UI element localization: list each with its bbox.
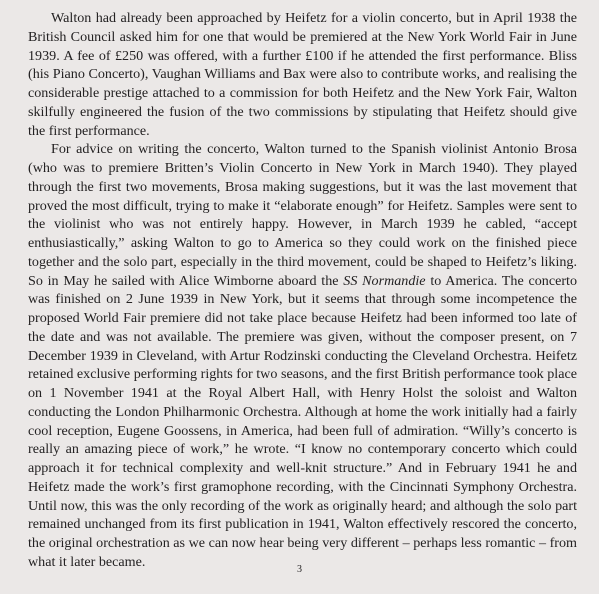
paragraph-2-text-b: to America. The concerto was finished on 2 June 1939 in New York, but it seems that through some incompetence the proposed World Fair premiere did not take place because Heifetz had been informed too late of the date and was not available. The premiere was given, without the composer present, on 7 December 1939 in Cleveland, with Artur Rodzinski conducting the Cleveland Orchestra. Heifetz retained exclusive performing rights for two seasons, and the first British performance took place on 1 November 1941 at the Royal Albert Hall, with Henry Holst the soloist and Walton conducting the London Philharmonic Orchestra. Although at home the work initially had a fairly cool reception, Eugene Goossens, in America, had been full of admiration. “Willy’s concerto is really an amazing piece of work,” he wrote. “I know no contemporary concerto which could approach it for technical complexity and well-knit structure.” And in February 1941 he and Heifetz made the work’s first gramophone recording, with the Cincinnati Symphony Orchestra. Until now, this was the only recording of the work as originally heard; and although the solo part remained unchanged from its first publication in 1941, Walton effectively rescored the concerto, the original orchestration as we can now hear being very different – perhaps less romantic – from what it later became. bbox=[28, 272, 577, 570]
ship-name: SS Normandie bbox=[343, 272, 426, 289]
paragraph-2-text-a: For advice on writing the concerto, Walton turned to the Spanish violinist Antonio Brosa (who was to premiere Britten’s Violin Concerto in New York in March 1940). They played through the first two movements, Brosa making suggestions, but it was the last movement that proved the most difficult, trying to make it “elaborate enough” for Heifetz. Samples were sent to the violinist who was not entirely happy. However, in March 1939 he cabled, “accept enthusiastically,” asking Walton to go to America so they could work on the finished piece together and the solo part, especially in the third movement, could be shaped to Heifetz’s liking. So in May he sailed with Alice Wimborne aboard the bbox=[28, 141, 577, 289]
paragraph-2 bbox=[28, 140, 577, 571]
body-text bbox=[28, 9, 577, 572]
paragraph-1: Walton had already been approached by Heifetz for a violin concerto, but in April 1938 the British Council asked him for one that would be premiered at the New York World Fair in June 1939. A fee of £250 was offered, with a further £100 if he attended the first performance. Bliss (his Piano Concerto), Vaughan Williams and Bax were also to contribute works, and realising the considerable prestige attached to a commission for both Heifetz and the New York Fair, Walton skilfully engineered the fusion of the two commissions by stipulating that Heifetz should give the first performance. bbox=[28, 10, 577, 139]
page-number: 3 bbox=[297, 564, 302, 575]
